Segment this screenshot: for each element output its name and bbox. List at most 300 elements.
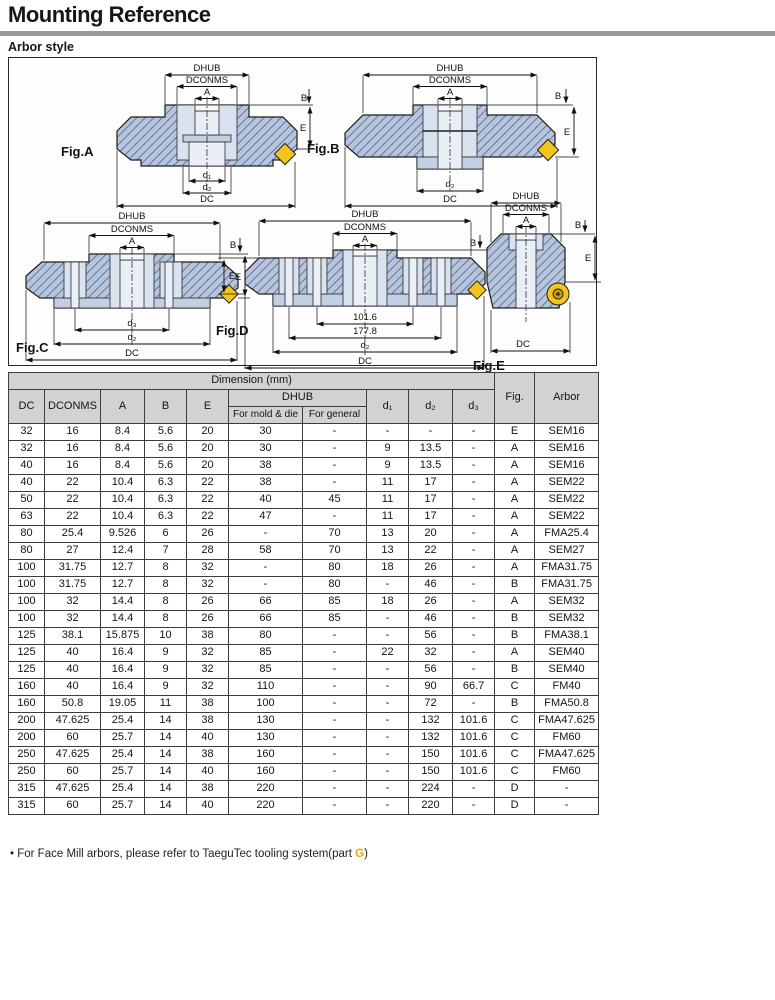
table-cell: 40 — [187, 764, 229, 781]
table-cell: B — [495, 611, 535, 628]
table-cell: - — [535, 781, 599, 798]
table-cell: 38 — [187, 747, 229, 764]
table-cell: 14.4 — [101, 611, 145, 628]
table-cell: 6 — [145, 526, 187, 543]
table-cell: 22 — [187, 492, 229, 509]
table-cell: - — [453, 611, 495, 628]
table-cell: SEM40 — [535, 662, 599, 679]
table-cell: 32 — [187, 645, 229, 662]
col-header-dhub-mold: For mold & die — [229, 407, 303, 424]
table-cell: 58 — [229, 543, 303, 560]
table-cell: B — [495, 662, 535, 679]
table-cell: 150 — [409, 764, 453, 781]
figure-caption: Fig.C — [16, 340, 49, 355]
table-row — [9, 764, 599, 781]
title-rule — [0, 31, 775, 36]
table-cell: 11 — [367, 509, 409, 526]
table-cell: - — [453, 492, 495, 509]
table-cell: 20 — [187, 458, 229, 475]
table-cell: 80 — [229, 628, 303, 645]
dim-label-dc: DC — [358, 356, 372, 367]
table-row — [9, 441, 599, 458]
table-cell: A — [495, 475, 535, 492]
table-cell: SEM16 — [535, 441, 599, 458]
table-cell: - — [453, 628, 495, 645]
table-cell: 26 — [187, 594, 229, 611]
table-cell: 27 — [45, 543, 101, 560]
table-cell: B — [495, 577, 535, 594]
table-cell: - — [367, 611, 409, 628]
col-header-b: B — [145, 390, 187, 424]
table-cell: - — [303, 781, 367, 798]
table-cell: SEM22 — [535, 509, 599, 526]
table-row — [9, 543, 599, 560]
table-row — [9, 781, 599, 798]
table-cell: - — [303, 798, 367, 815]
table-cell: 13.5 — [409, 458, 453, 475]
table-cell: - — [229, 577, 303, 594]
table-cell: A — [495, 560, 535, 577]
dim-label-dc: DC — [516, 339, 530, 350]
dim-label-dhub: DHUB — [436, 63, 464, 74]
table-row — [9, 526, 599, 543]
dim-label-dc: DC — [200, 194, 214, 205]
table-cell: 130 — [229, 730, 303, 747]
col-header-arbor: Arbor — [535, 373, 599, 424]
table-cell: - — [303, 662, 367, 679]
table-cell: SEM22 — [535, 475, 599, 492]
table-cell: 66.7 — [453, 679, 495, 696]
table-cell: 40 — [45, 645, 101, 662]
dim-label-dhub: DHUB — [118, 211, 146, 222]
table-cell: - — [535, 798, 599, 815]
table-row — [9, 713, 599, 730]
table-cell: 85 — [303, 611, 367, 628]
table-cell: - — [453, 509, 495, 526]
table-body — [9, 424, 599, 815]
insert-round-icon — [547, 283, 569, 305]
table-cell: 220 — [229, 781, 303, 798]
table-cell: - — [367, 679, 409, 696]
table-cell: - — [453, 526, 495, 543]
table-cell: 22 — [367, 645, 409, 662]
table-cell: - — [303, 458, 367, 475]
table-cell: C — [495, 679, 535, 696]
table-cell: 220 — [409, 798, 453, 815]
table-cell: 315 — [9, 781, 45, 798]
table-cell: 13.5 — [409, 441, 453, 458]
table-cell: 100 — [229, 696, 303, 713]
dim-label-e: E — [228, 271, 236, 282]
table-cell: 250 — [9, 764, 45, 781]
table-cell: 30 — [229, 424, 303, 441]
table-cell: 47.625 — [45, 781, 101, 798]
table-cell: FMA31.75 — [535, 577, 599, 594]
table-row — [9, 492, 599, 509]
table-cell: FM60 — [535, 764, 599, 781]
table-cell: 32 — [187, 560, 229, 577]
table-cell: 40 — [45, 662, 101, 679]
table-cell: 160 — [229, 747, 303, 764]
table-cell: 47.625 — [45, 747, 101, 764]
table-cell: - — [453, 543, 495, 560]
table-row — [9, 458, 599, 475]
table-cell: 47 — [229, 509, 303, 526]
table-cell: B — [495, 628, 535, 645]
table-cell: 38.1 — [45, 628, 101, 645]
table-cell: SEM40 — [535, 645, 599, 662]
table-cell: 17 — [409, 475, 453, 492]
table-cell: - — [453, 560, 495, 577]
table-cell: 40 — [9, 458, 45, 475]
table-cell: 26 — [187, 526, 229, 543]
table-cell: 9 — [145, 679, 187, 696]
table-cell: - — [453, 662, 495, 679]
table-cell: 80 — [303, 560, 367, 577]
table-cell: 22 — [45, 492, 101, 509]
table-cell: FMA31.75 — [535, 560, 599, 577]
table-row — [9, 594, 599, 611]
table-cell: 132 — [409, 730, 453, 747]
figure-caption: Fig.B — [307, 141, 340, 156]
table-cell: 12.4 — [101, 543, 145, 560]
table-cell: A — [495, 441, 535, 458]
table-cell: B — [495, 696, 535, 713]
table-cell: 38 — [187, 713, 229, 730]
table-cell: C — [495, 730, 535, 747]
table-row — [9, 509, 599, 526]
table-cell: - — [303, 441, 367, 458]
table-cell: FMA50.8 — [535, 696, 599, 713]
table-row — [9, 628, 599, 645]
table-cell: 47.625 — [45, 713, 101, 730]
table-cell: SEM22 — [535, 492, 599, 509]
table-cell: 90 — [409, 679, 453, 696]
table-cell: 25.7 — [101, 730, 145, 747]
table-cell: 160 — [229, 764, 303, 781]
table-cell: - — [453, 594, 495, 611]
table-cell: 101.6 — [453, 730, 495, 747]
dim-label-d2: d₂ — [127, 332, 137, 343]
table-cell: 16 — [45, 458, 101, 475]
table-cell: 132 — [409, 713, 453, 730]
table-cell: D — [495, 798, 535, 815]
table-cell: A — [495, 492, 535, 509]
table-cell: 16.4 — [101, 679, 145, 696]
table-cell: 72 — [409, 696, 453, 713]
table-cell: - — [367, 696, 409, 713]
table-cell: 11 — [145, 696, 187, 713]
table-cell: 160 — [9, 696, 45, 713]
table-cell: 101.6 — [453, 713, 495, 730]
dim-label-a: A — [446, 87, 454, 98]
table-cell: - — [409, 424, 453, 441]
dim-label-bolt-circle-2: 177.8 — [353, 326, 377, 337]
table-cell: 22 — [45, 509, 101, 526]
dimension-table — [8, 372, 599, 815]
table-cell: - — [453, 798, 495, 815]
dim-label-e: E — [584, 253, 592, 264]
table-cell: 66 — [229, 611, 303, 628]
table-cell: 11 — [367, 492, 409, 509]
table-cell: 32 — [409, 645, 453, 662]
table-cell: 25.7 — [101, 798, 145, 815]
table-cell: - — [453, 458, 495, 475]
table-row — [9, 696, 599, 713]
table-cell: 9 — [145, 662, 187, 679]
dim-label-a: A — [361, 234, 369, 245]
table-cell: 100 — [9, 577, 45, 594]
figure-e — [471, 190, 603, 376]
table-cell: 6.3 — [145, 509, 187, 526]
table-cell: 32 — [9, 441, 45, 458]
table-cell: 56 — [409, 662, 453, 679]
table-cell: 10 — [145, 628, 187, 645]
arbor-figures-panel — [8, 57, 597, 373]
table-cell: 40 — [229, 492, 303, 509]
table-cell: 26 — [409, 560, 453, 577]
table-cell: 14 — [145, 747, 187, 764]
table-cell: FMA38.1 — [535, 628, 599, 645]
col-header-d1: d₁ — [367, 390, 409, 424]
dim-label-dconms: DCONMS — [110, 224, 154, 235]
dim-label-a: A — [128, 236, 136, 247]
table-cell: A — [495, 543, 535, 560]
dim-label-e: E — [234, 272, 242, 283]
table-cell: - — [453, 441, 495, 458]
table-cell: 63 — [9, 509, 45, 526]
table-cell: 80 — [9, 526, 45, 543]
dim-label-dhub: DHUB — [193, 63, 221, 74]
table-cell: 25.4 — [101, 713, 145, 730]
table-cell: 22 — [45, 475, 101, 492]
table-cell: 25.7 — [101, 764, 145, 781]
table-cell: 50 — [9, 492, 45, 509]
table-cell: 40 — [9, 475, 45, 492]
figure-a — [57, 61, 317, 213]
table-cell: FM60 — [535, 730, 599, 747]
table-cell: 38 — [187, 628, 229, 645]
table-cell: 12.7 — [101, 560, 145, 577]
table-cell: 101.6 — [453, 747, 495, 764]
table-cell: 45 — [303, 492, 367, 509]
dim-label-b: B — [229, 240, 237, 251]
footnote — [10, 848, 368, 860]
table-cell: 8.4 — [101, 441, 145, 458]
dim-label-e: E — [563, 127, 571, 138]
table-cell: 160 — [9, 679, 45, 696]
table-cell: 22 — [409, 543, 453, 560]
table-cell: 32 — [45, 594, 101, 611]
table-cell: 9 — [367, 458, 409, 475]
table-cell: - — [303, 679, 367, 696]
table-cell: 250 — [9, 747, 45, 764]
table-row — [9, 611, 599, 628]
figure-caption: Fig.D — [216, 323, 249, 338]
table-cell: 125 — [9, 662, 45, 679]
table-cell: 30 — [229, 441, 303, 458]
table-cell: 10.4 — [101, 509, 145, 526]
footnote-text: For Face Mill arbors, please refer to TaeguTec tooling system(part — [17, 848, 356, 860]
table-cell: - — [367, 730, 409, 747]
table-cell: 14 — [145, 713, 187, 730]
table-cell: - — [453, 475, 495, 492]
table-cell: 50.8 — [45, 696, 101, 713]
table-cell: - — [453, 577, 495, 594]
table-row — [9, 730, 599, 747]
table-cell: 14.4 — [101, 594, 145, 611]
table-cell: 85 — [303, 594, 367, 611]
table-cell: 8.4 — [101, 458, 145, 475]
table-cell: 13 — [367, 526, 409, 543]
table-cell: - — [367, 577, 409, 594]
table-cell: 8 — [145, 577, 187, 594]
table-cell: 11 — [367, 475, 409, 492]
table-cell: 66 — [229, 594, 303, 611]
table-cell: D — [495, 781, 535, 798]
table-cell: 26 — [187, 611, 229, 628]
table-cell: 5.6 — [145, 458, 187, 475]
table-row — [9, 662, 599, 679]
table-cell: 14 — [145, 798, 187, 815]
table-cell: SEM27 — [535, 543, 599, 560]
table-cell: 28 — [187, 543, 229, 560]
table-cell: - — [453, 781, 495, 798]
table-cell: - — [367, 798, 409, 815]
table-cell: 20 — [409, 526, 453, 543]
table-cell: SEM16 — [535, 458, 599, 475]
table-cell: 10.4 — [101, 475, 145, 492]
table-cell: 80 — [9, 543, 45, 560]
table-cell: 60 — [45, 798, 101, 815]
table-cell: 16 — [45, 424, 101, 441]
table-cell: - — [229, 526, 303, 543]
table-cell: A — [495, 594, 535, 611]
dim-label-d2: d₂ — [445, 179, 455, 190]
dim-label-a: A — [203, 87, 211, 98]
dim-label-dconms: DCONMS — [428, 75, 472, 86]
table-cell: 15.875 — [101, 628, 145, 645]
table-cell: 100 — [9, 560, 45, 577]
table-cell: 32 — [187, 679, 229, 696]
table-cell: 7 — [145, 543, 187, 560]
table-cell: - — [453, 645, 495, 662]
table-cell: 125 — [9, 645, 45, 662]
table-row — [9, 577, 599, 594]
table-cell: 25.4 — [101, 781, 145, 798]
table-cell: FMA25.4 — [535, 526, 599, 543]
table-cell: 8 — [145, 594, 187, 611]
table-cell: A — [495, 645, 535, 662]
table-cell: - — [367, 662, 409, 679]
table-cell: 46 — [409, 611, 453, 628]
table-cell: 200 — [9, 713, 45, 730]
dim-label-d3: d₃ — [127, 318, 137, 329]
table-cell: 20 — [187, 424, 229, 441]
col-header-e: E — [187, 390, 229, 424]
figure-caption: Fig.E — [473, 358, 505, 373]
table-cell: 38 — [187, 696, 229, 713]
table-cell: - — [303, 645, 367, 662]
col-header-d3: d₃ — [453, 390, 495, 424]
dim-label-b: B — [469, 238, 477, 249]
dim-label-dconms: DCONMS — [185, 75, 229, 86]
table-cell: 16 — [45, 441, 101, 458]
table-cell: 17 — [409, 492, 453, 509]
table-cell: 60 — [45, 730, 101, 747]
dim-label-dhub: DHUB — [512, 191, 540, 202]
table-cell: 6.3 — [145, 492, 187, 509]
table-cell: 60 — [45, 764, 101, 781]
table-cell: C — [495, 764, 535, 781]
table-cell: 16.4 — [101, 645, 145, 662]
table-cell: - — [453, 696, 495, 713]
table-cell: 8 — [145, 611, 187, 628]
table-cell: C — [495, 747, 535, 764]
table-cell: 9 — [145, 645, 187, 662]
table-cell: 18 — [367, 594, 409, 611]
table-cell: - — [367, 747, 409, 764]
table-group-header: Dimension (mm) — [9, 373, 495, 390]
dim-label-dconms: DCONMS — [343, 222, 387, 233]
table-cell: 22 — [187, 509, 229, 526]
table-cell: 16.4 — [101, 662, 145, 679]
dim-label-b: B — [554, 91, 562, 102]
col-header-a: A — [101, 390, 145, 424]
table-cell: 130 — [229, 713, 303, 730]
table-cell: 38 — [229, 475, 303, 492]
dim-label-e: E — [299, 123, 307, 134]
table-cell: - — [303, 475, 367, 492]
col-header-dhub-general: For general — [303, 407, 367, 424]
table-cell: 70 — [303, 526, 367, 543]
table-cell: 32 — [45, 611, 101, 628]
table-cell: 17 — [409, 509, 453, 526]
figure-d — [214, 208, 492, 370]
table-cell: 8 — [145, 560, 187, 577]
table-cell: 14 — [145, 781, 187, 798]
table-cell: 25.4 — [101, 747, 145, 764]
table-cell: A — [495, 509, 535, 526]
dim-label-d2: d₂ — [360, 340, 370, 351]
table-cell: 32 — [187, 577, 229, 594]
table-cell: 8.4 — [101, 424, 145, 441]
table-cell: 40 — [187, 730, 229, 747]
dim-label-dconms: DCONMS — [504, 203, 548, 214]
table-row — [9, 424, 599, 441]
table-cell: - — [367, 424, 409, 441]
table-cell: - — [229, 560, 303, 577]
table-cell: - — [303, 696, 367, 713]
table-cell: 25.4 — [45, 526, 101, 543]
table-cell: 22 — [187, 475, 229, 492]
table-row — [9, 560, 599, 577]
table-cell: 5.6 — [145, 441, 187, 458]
table-cell: - — [303, 424, 367, 441]
table-cell: E — [495, 424, 535, 441]
table-cell: 224 — [409, 781, 453, 798]
figure-caption: Fig.A — [61, 144, 94, 159]
footnote-part-g: G — [355, 848, 365, 860]
col-header-dconms: DCONMS — [45, 390, 101, 424]
table-cell: 150 — [409, 747, 453, 764]
table-row — [9, 645, 599, 662]
dim-label-b: B — [300, 93, 308, 104]
table-cell: 13 — [367, 543, 409, 560]
table-cell: 18 — [367, 560, 409, 577]
table-cell: FMA47.625 — [535, 713, 599, 730]
table-cell: - — [303, 509, 367, 526]
